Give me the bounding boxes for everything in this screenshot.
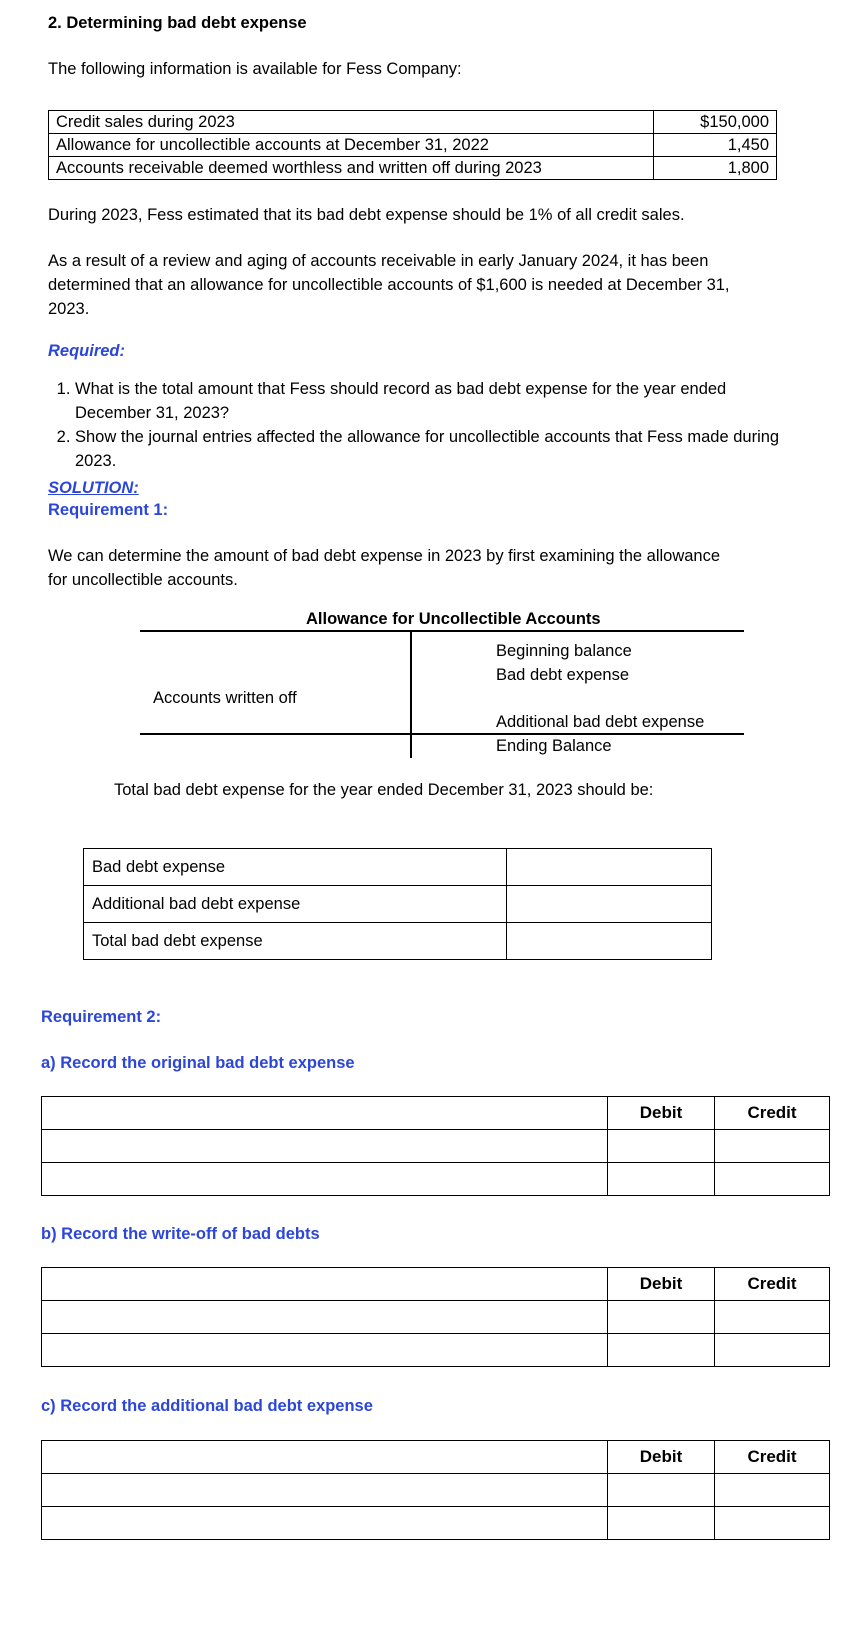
- info-label: Accounts receivable deemed worthless and written off during 2023: [49, 157, 654, 180]
- table-row: [42, 1507, 830, 1540]
- debit-header: Debit: [608, 1097, 715, 1130]
- t-account-top-line: [140, 630, 744, 632]
- t-account-ending-balance: Ending Balance: [496, 737, 612, 755]
- table-row: [49, 111, 777, 134]
- table-row: [42, 1301, 830, 1334]
- debit-cell[interactable]: [608, 1334, 715, 1367]
- table-row: [42, 1097, 830, 1130]
- answer-cell[interactable]: [507, 849, 712, 886]
- t-account-total-line: [140, 733, 744, 735]
- journal-b-label: b) Record the write-off of bad debts: [41, 1225, 320, 1243]
- account-cell[interactable]: [42, 1163, 608, 1196]
- credit-header: Credit: [715, 1097, 830, 1130]
- table-row: [42, 1334, 830, 1367]
- required-list: [48, 377, 795, 473]
- section-title: 2. Determining bad debt expense: [48, 14, 307, 32]
- answer-cell[interactable]: [507, 886, 712, 923]
- debit-cell[interactable]: [608, 1301, 715, 1334]
- requirement-1-text: We can determine the amount of bad debt expense in 2023 by first examining the allowance for uncollectible accounts.: [48, 547, 721, 589]
- info-table: [48, 110, 777, 180]
- debit-header: Debit: [608, 1441, 715, 1474]
- account-cell[interactable]: [42, 1441, 608, 1474]
- debit-cell[interactable]: [608, 1163, 715, 1196]
- credit-cell[interactable]: [715, 1474, 830, 1507]
- total-table: [83, 848, 712, 960]
- credit-header: Credit: [715, 1441, 830, 1474]
- account-cell[interactable]: [42, 1474, 608, 1507]
- journal-table-c: [41, 1440, 830, 1540]
- requirement-2-label: Requirement 2:: [41, 1008, 162, 1026]
- info-value: $150,000: [654, 111, 777, 134]
- table-row: [42, 1163, 830, 1196]
- journal-table-a: [41, 1096, 830, 1196]
- aging-paragraph: As a result of a review and aging of accounts receivable in early January 2024, it has been determined that an allowance for uncollectible accounts of $1,600 is needed at December 31, 2023.: [48, 252, 730, 318]
- debit-cell[interactable]: [608, 1474, 715, 1507]
- table-row: [49, 134, 777, 157]
- info-value: 1,450: [654, 134, 777, 157]
- credit-cell[interactable]: [715, 1334, 830, 1367]
- table-row: [42, 1130, 830, 1163]
- account-cell[interactable]: [42, 1268, 608, 1301]
- credit-cell[interactable]: [715, 1130, 830, 1163]
- solution-label: SOLUTION:: [48, 479, 139, 497]
- table-row: [42, 1268, 830, 1301]
- total-row-label: Bad debt expense: [84, 849, 507, 886]
- required-label: Required:: [48, 342, 126, 360]
- table-row: [84, 886, 712, 923]
- account-cell[interactable]: [42, 1130, 608, 1163]
- table-row: [49, 157, 777, 180]
- table-row: [84, 849, 712, 886]
- debit-cell[interactable]: [608, 1507, 715, 1540]
- journal-table-b: [41, 1267, 830, 1367]
- t-account-title: Allowance for Uncollectible Accounts: [306, 610, 601, 628]
- intro-text: The following information is available for Fess Company:: [48, 60, 462, 78]
- t-account-bad-debt-expense: Bad debt expense: [496, 666, 630, 684]
- info-value: 1,800: [654, 157, 777, 180]
- t-account-beginning-balance: Beginning balance: [496, 642, 632, 660]
- credit-cell[interactable]: [715, 1507, 830, 1540]
- t-account-written-off: Accounts written off: [153, 689, 297, 707]
- list-item: 2. Show the journal entries affected the allowance for uncollectible accounts that Fess made during 2023.: [75, 425, 795, 473]
- t-account-divider: [410, 630, 412, 758]
- t-account-additional: Additional bad debt expense: [496, 713, 705, 731]
- account-cell[interactable]: [42, 1334, 608, 1367]
- debit-header: Debit: [608, 1268, 715, 1301]
- total-row-label: Total bad debt expense: [84, 923, 507, 960]
- info-label: Credit sales during 2023: [49, 111, 654, 134]
- table-row: [84, 923, 712, 960]
- credit-header: Credit: [715, 1268, 830, 1301]
- table-row: [42, 1441, 830, 1474]
- journal-a-label: a) Record the original bad debt expense: [41, 1054, 355, 1072]
- requirement-1-label: Requirement 1:: [48, 501, 169, 519]
- info-label: Allowance for uncollectible accounts at December 31, 2022: [49, 134, 654, 157]
- answer-cell[interactable]: [507, 923, 712, 960]
- total-row-label: Additional bad debt expense: [84, 886, 507, 923]
- account-cell[interactable]: [42, 1301, 608, 1334]
- credit-cell[interactable]: [715, 1163, 830, 1196]
- journal-c-label: c) Record the additional bad debt expense: [41, 1397, 373, 1415]
- list-item: 1. What is the total amount that Fess should record as bad debt expense for the year ended December 31, 2023?: [75, 377, 795, 425]
- total-intro: Total bad debt expense for the year ended December 31, 2023 should be:: [114, 781, 654, 799]
- estimate-paragraph: During 2023, Fess estimated that its bad debt expense should be 1% of all credit sales.: [48, 206, 685, 224]
- debit-cell[interactable]: [608, 1130, 715, 1163]
- account-cell[interactable]: [42, 1507, 608, 1540]
- account-cell[interactable]: [42, 1097, 608, 1130]
- table-row: [42, 1474, 830, 1507]
- credit-cell[interactable]: [715, 1301, 830, 1334]
